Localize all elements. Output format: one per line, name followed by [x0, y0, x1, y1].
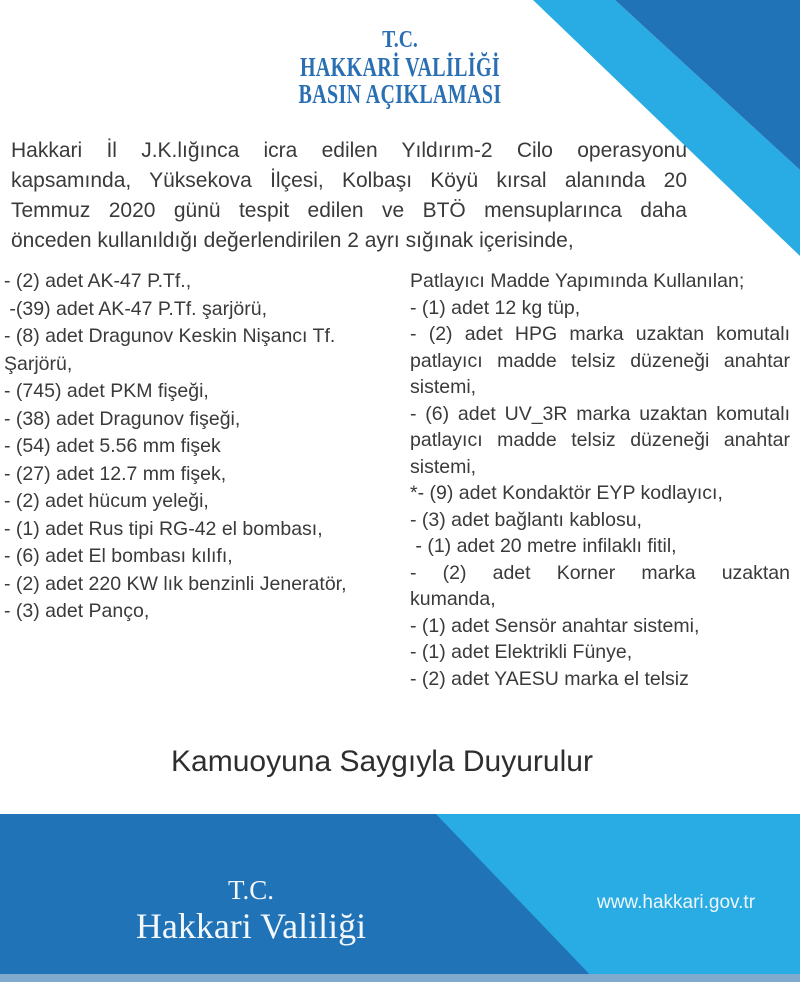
list-line: - (1) adet Sensör anahtar sistemi,: [410, 614, 700, 637]
list-line: patlayıcı madde telsiz düzeneği anahtar: [410, 349, 790, 372]
list-line: -(39) adet AK-47 P.Tf. şarjörü,: [4, 297, 268, 320]
list-line: - (2) adet YAESU marka el telsiz: [410, 667, 689, 690]
list-line: - (2) adet 220 KW lık benzinli Jeneratör,: [4, 572, 347, 595]
list-line: - (38) adet Dragunov fişeği,: [4, 407, 241, 430]
list-line: - (1) adet 20 metre infilaklı fitil,: [410, 535, 677, 557]
list-line: - (1) adet 12 kg tüp,: [410, 296, 581, 319]
list-line: - (54) adet 5.56 mm fişek: [4, 435, 221, 457]
list-line: *- (9) adet Kondaktör EYP kodlayıcı,: [410, 482, 723, 504]
list-line: sistemi,: [410, 455, 477, 478]
intro-line: önceden kullanıldığı değerlendirilen 2 ayrı sığınak içerisinde,: [11, 229, 574, 252]
intro-line: kapsamında, Yüksekova İlçesi, Kolbaşı Köyü kırsal alanında 20: [11, 169, 687, 192]
footer-bottom-strip: [0, 974, 800, 982]
footer-banner: [0, 814, 800, 982]
list-heading: Patlayıcı Madde Yapımında Kullanılan;: [410, 270, 745, 292]
footer-line-governorship: Hakkari Valiliği: [135, 906, 367, 946]
list-line: - (2) adet hücum yeleği,: [4, 490, 209, 512]
list-line: - (3) adet Panço,: [4, 600, 150, 622]
list-line: - (2) adet Korner marka uzaktan: [410, 561, 790, 584]
footer-line-tc: T.C.: [227, 875, 274, 905]
footer-website: www.hakkari.gov.tr: [596, 892, 756, 913]
list-line: - (2) adet HPG marka uzaktan komutalı: [410, 323, 790, 345]
list-line: - (745) adet PKM fişeği,: [4, 380, 209, 402]
list-line: - (2) adet AK-47 P.Tf.,: [4, 270, 192, 292]
list-line: sistemi,: [410, 376, 477, 398]
list-line: - (8) adet Dragunov Keskin Nişancı Tf.: [4, 325, 336, 347]
list-line: - (6) adet El bombası kılıfı,: [4, 545, 233, 567]
left-column-list: [4, 268, 398, 626]
list-line: - (27) adet 12.7 mm fişek,: [4, 462, 227, 485]
list-line: - (6) adet UV_3R marka uzaktan komutalı: [410, 402, 790, 425]
list-line: patlayıcı madde telsiz düzeneği anahtar: [410, 429, 790, 451]
list-line: - (3) adet bağlantı kablosu,: [410, 508, 642, 531]
list-line: - (1) adet Rus tipi RG-42 el bombası,: [4, 517, 323, 540]
intro-paragraph: [11, 136, 687, 256]
right-column-list: [410, 268, 790, 692]
intro-line: Hakkari İl J.K.lığınca icra edilen Yıldırım-2 Cilo operasyonu: [11, 139, 687, 162]
footer-organization: [136, 874, 366, 946]
masthead: [0, 27, 800, 108]
list-line: Şarjörü,: [4, 352, 73, 375]
list-line: kumanda,: [410, 588, 496, 610]
intro-line: Temmuz 2020 günü tespit edilen ve BTÖ mensuplarınca daha: [11, 199, 687, 222]
list-line: - (1) adet Elektrikli Fünye,: [410, 641, 633, 663]
masthead-line-press-statement: BASIN AÇIKLAMASI: [298, 79, 502, 109]
masthead-line-tc: T.C.: [382, 27, 418, 53]
closing-statement: Kamuoyuna Saygıyla Duyurulur: [171, 745, 593, 778]
masthead-line-governorship: HAKKARİ VALİLİĞİ: [299, 52, 501, 82]
